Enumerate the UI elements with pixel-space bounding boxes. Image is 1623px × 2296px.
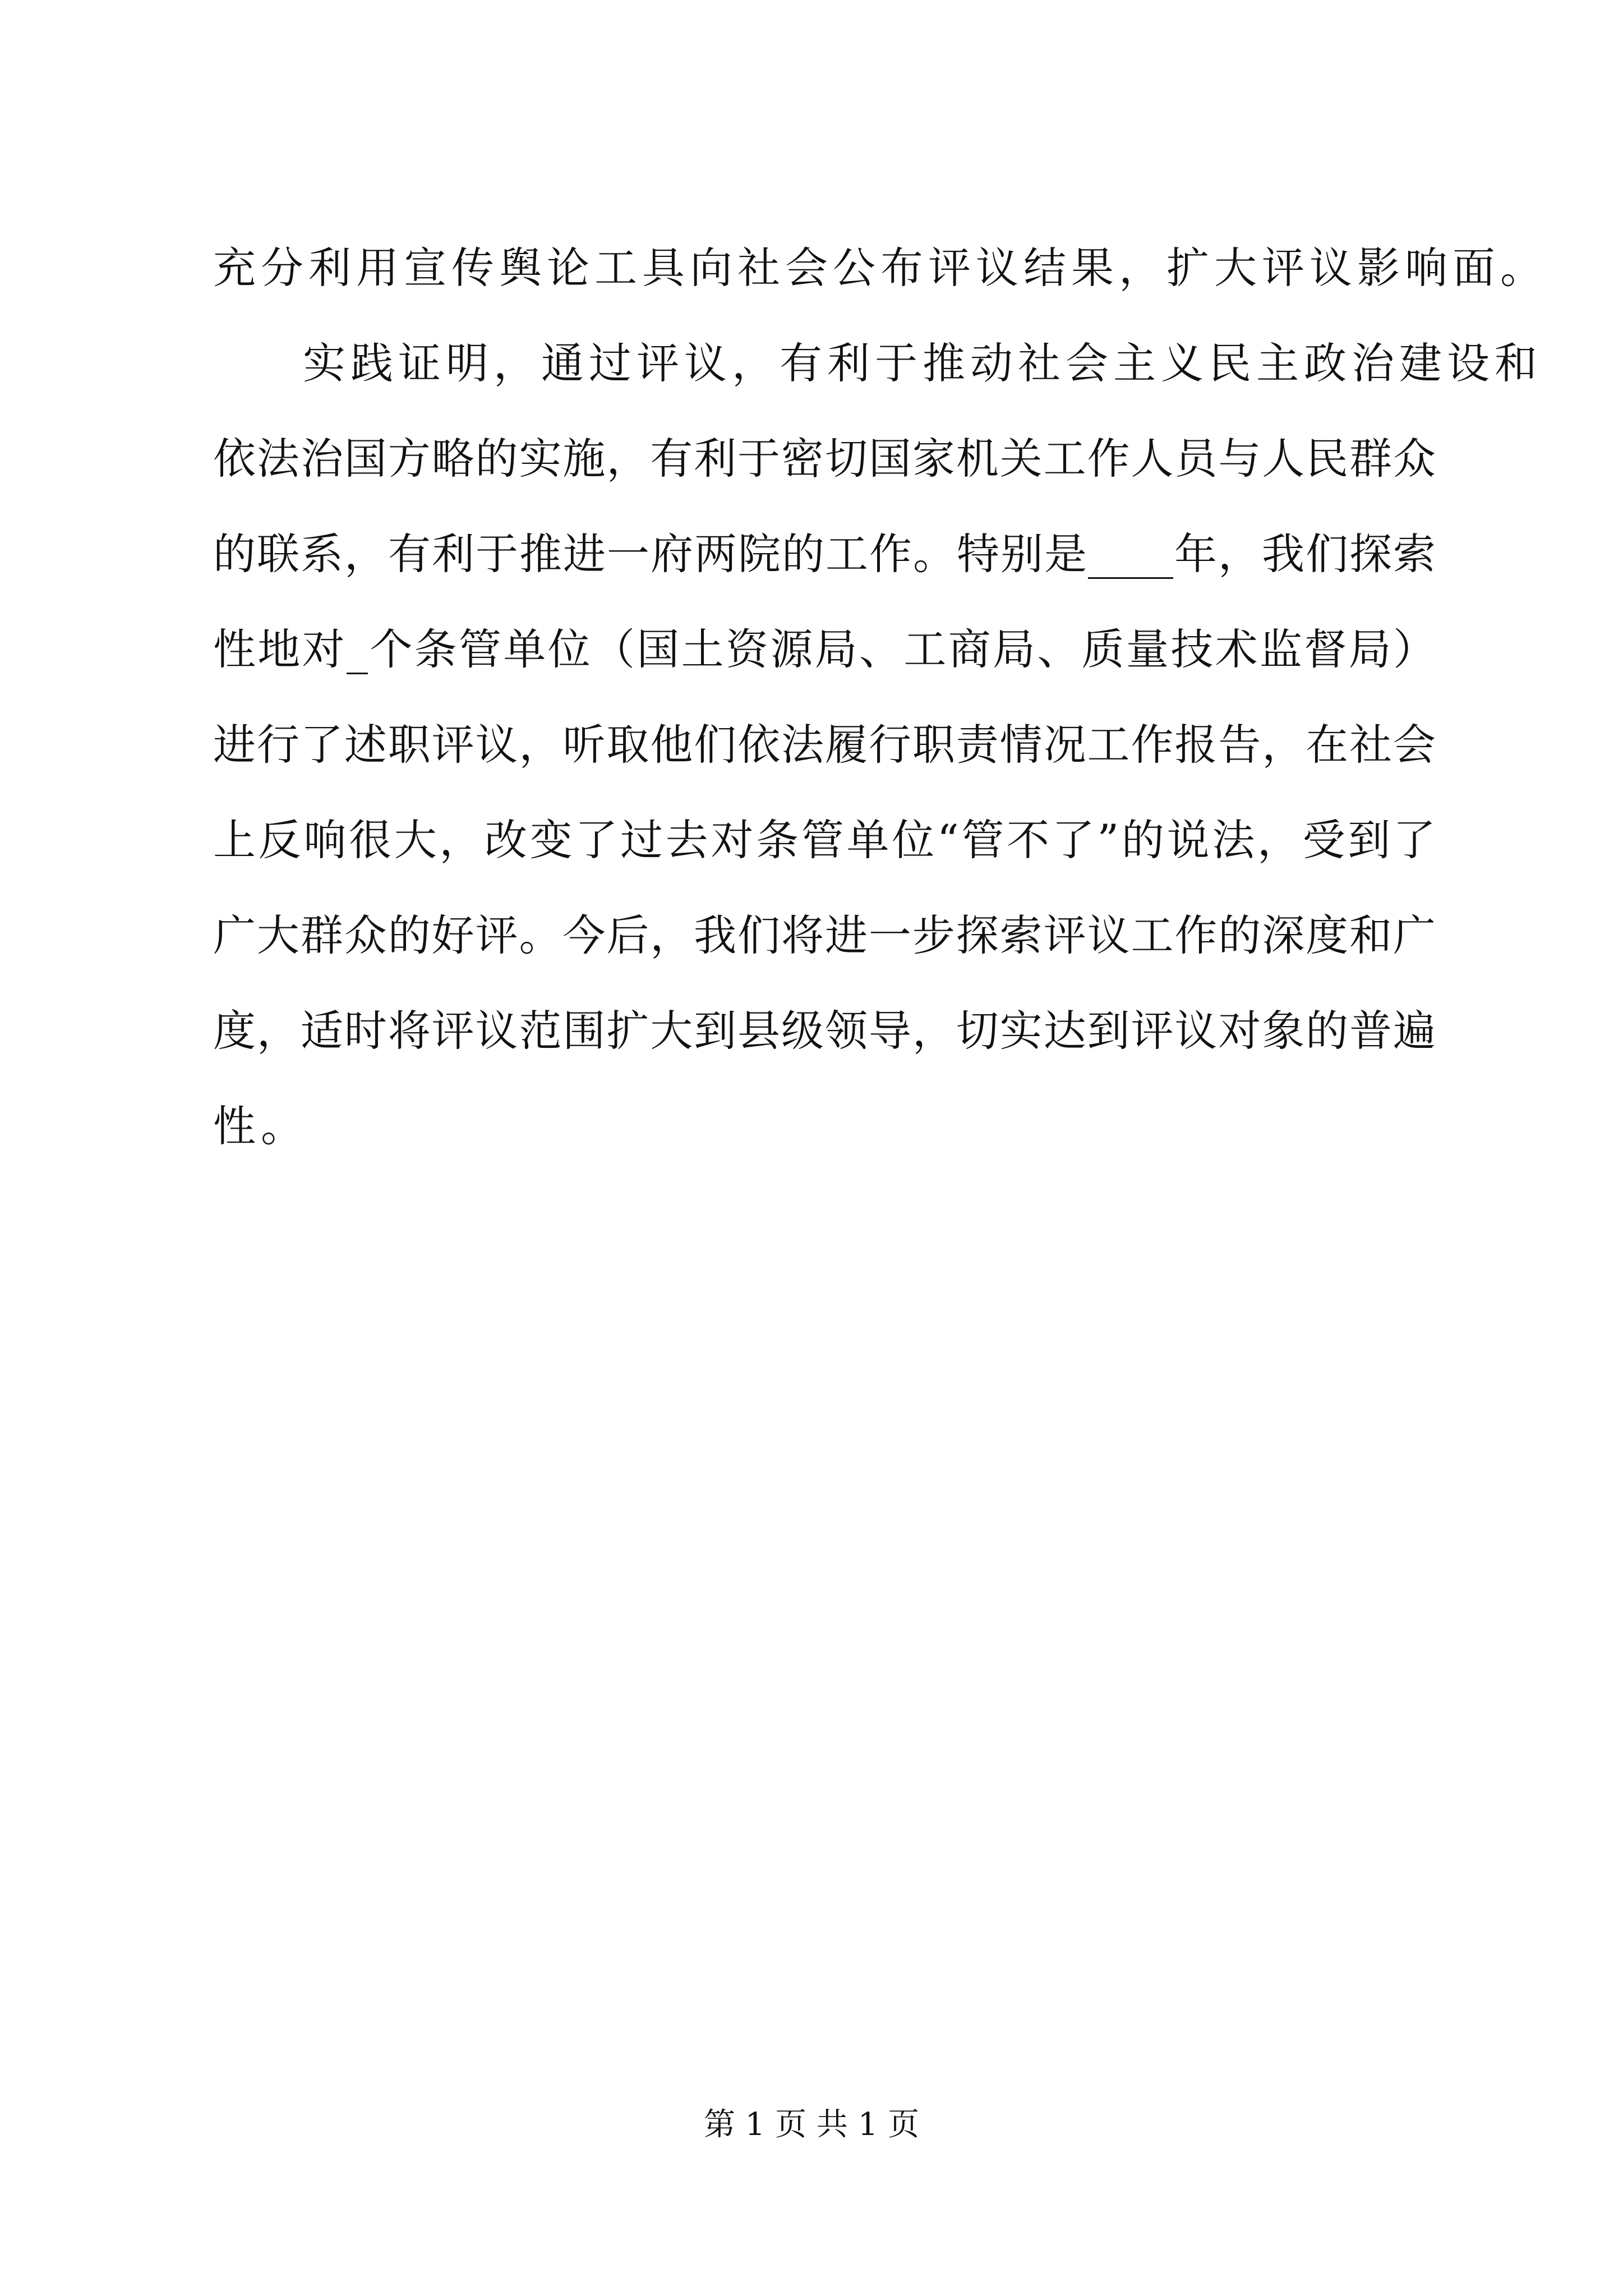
paragraph-line: 性地对_个条管单位（国土资源局、工商局、质量技术监督局） bbox=[213, 624, 1436, 674]
paragraph-line: 广大群众的好评。今后，我们将进一步探索评议工作的深度和广 bbox=[213, 910, 1436, 960]
paragraph-line: 实践证明，通过评议，有利于推动社会主义民主政治建设和 bbox=[303, 338, 1542, 388]
paragraph-line: 性。 bbox=[213, 1101, 308, 1151]
paragraph-line: 充分利用宣传舆论工具向社会公布评议结果，扩大评议影响面。 bbox=[213, 243, 1548, 293]
paragraph-line: 进行了述职评议，听取他们依法履行职责情况工作报告，在社会 bbox=[213, 720, 1436, 770]
document-body bbox=[213, 243, 1548, 1200]
paragraph-line: 的联系，有利于推进一府两院的工作。特别是____年，我们探索 bbox=[213, 529, 1436, 579]
page-number-footer: 第 1 页 共 1 页 bbox=[703, 2106, 920, 2143]
paragraph-line: 依法治国方略的实施，有利于密切国家机关工作人员与人民群众 bbox=[213, 434, 1436, 484]
paragraph-line: 度，适时将评议范围扩大到县级领导，切实达到评议对象的普遍 bbox=[213, 1006, 1436, 1056]
paragraph-line: 上反响很大，改变了过去对条管单位“管不了”的说法，受到了 bbox=[213, 815, 1436, 865]
